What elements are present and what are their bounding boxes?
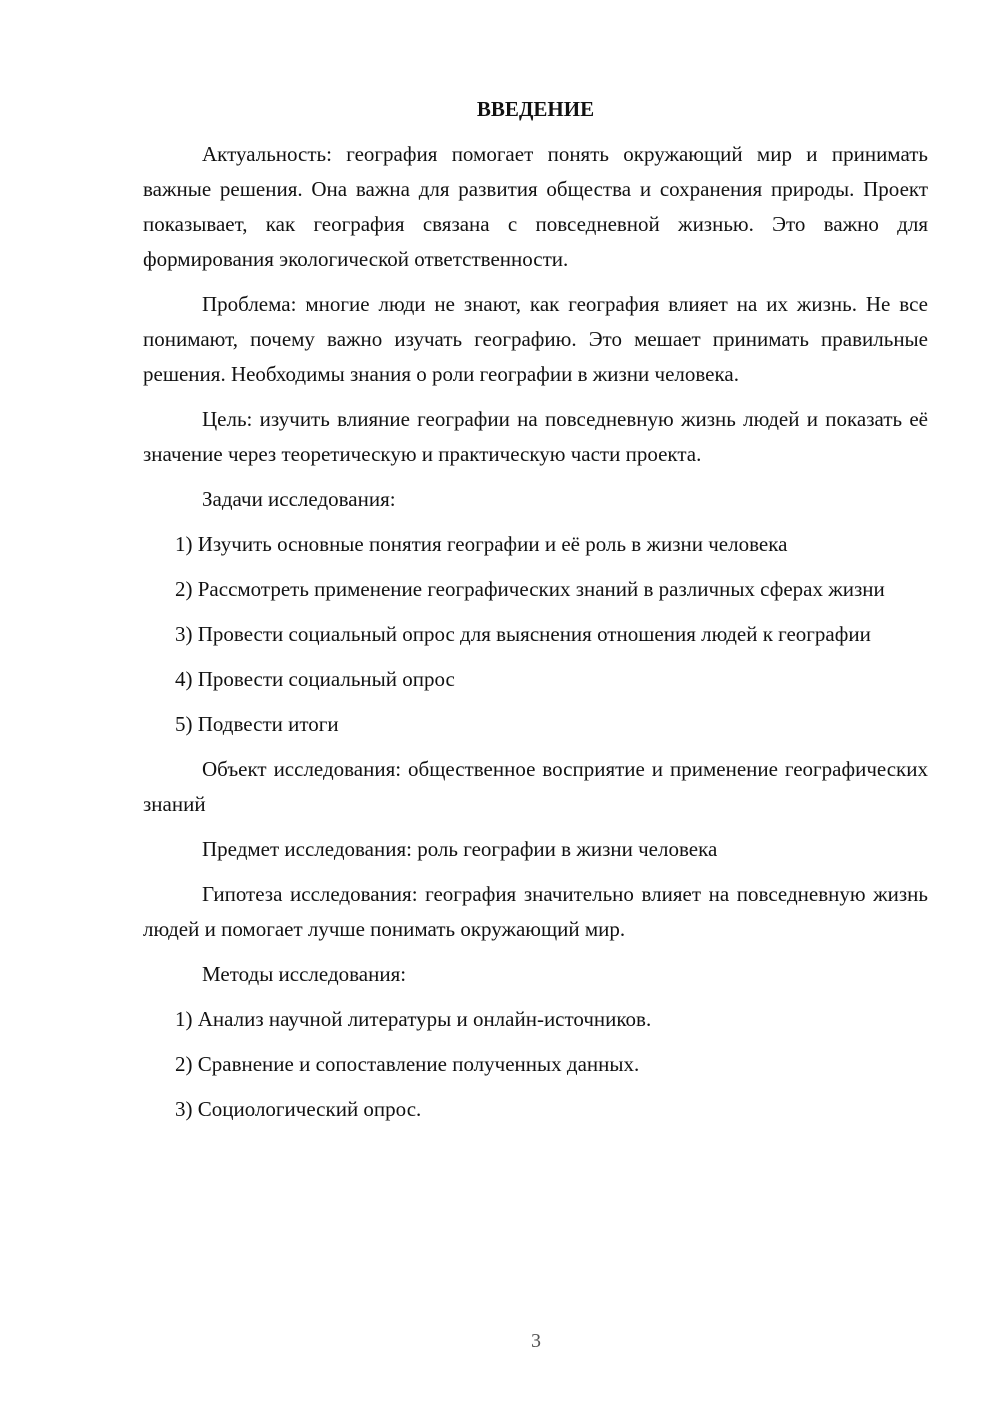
methods-heading: Методы исследования: [202,962,407,986]
task-item-1: 1) Изучить основные понятия географии и её роль в жизни человека [175,532,788,556]
object-paragraph: Объект исследования: общественное восприятие и применение географических знаний [143,757,928,816]
method-item-2: 2) Сравнение и сопоставление полученных данных. [175,1052,640,1076]
method-item-3: 3) Социологический опрос. [175,1097,422,1121]
page-number: 3 [531,1330,541,1352]
task-item-2: 2) Рассмотреть применение географических знаний в различных сферах жизни [175,577,885,601]
relevance-paragraph: Актуальность: география помогает понять окружающий мир и принимать важные решения. Она важна для развития общества и сохранения природы. Проект показывает, как география связана с повседневной жизнью. Это важно для формирования экологической ответственности. [143,142,928,271]
document-page [143,92,928,1137]
subject-paragraph: Предмет исследования: роль географии в жизни человека [202,837,718,861]
hypothesis-paragraph: Гипотеза исследования: география значительно влияет на повседневную жизнь людей и помогает лучше понимать окружающий мир. [143,882,928,941]
goal-paragraph: Цель: изучить влияние географии на повседневную жизнь людей и показать её значение через теоретическую и практическую части проекта. [143,407,928,466]
problem-paragraph: Проблема: многие люди не знают, как география влияет на их жизнь. Не все понимают, почему важно изучать географию. Это мешает принимать правильные решения. Необходимы знания о роли географии в жизни человека. [143,292,928,386]
section-title: ВВЕДЕНИЕ [476,97,595,121]
method-item-1: 1) Анализ научной литературы и онлайн-источников. [175,1007,652,1031]
task-item-5: 5) Подвести итоги [175,712,339,736]
task-item-4: 4) Провести социальный опрос [175,667,455,691]
tasks-heading: Задачи исследования: [202,487,396,511]
task-item-3: 3) Провести социальный опрос для выяснения отношения людей к географии [175,622,871,646]
